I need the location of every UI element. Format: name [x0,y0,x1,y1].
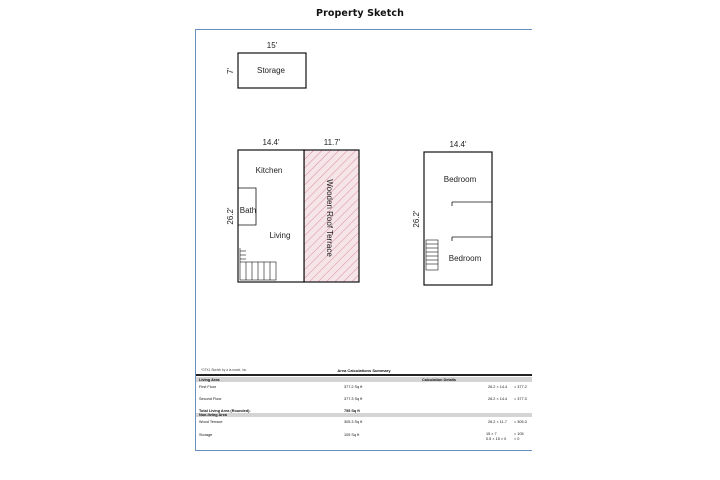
first-floor-dim-side: 26.2' [226,207,235,225]
total-living-area-label: Total Living Area (Rounded): [199,409,251,413]
row-wood-terrace-eq: = 305.3 [514,420,527,424]
first-floor-dim-top-right: 11.7' [323,138,341,147]
row-storage-area: 105 Sq ft [344,433,360,437]
second-floor-dim-top: 14.4' [449,140,467,149]
row-storage-name: Storage [199,433,213,437]
row-wood-terrace-area: 305.3 Sq ft [344,420,363,424]
row-second-floor-calc: 26.2 × 14.4 [488,397,508,401]
terrace-label: Wooden Roof Terrace [325,179,334,257]
summary-title: Area Calculations Summary [337,368,391,373]
row-first-floor-calc: 26.2 × 14.4 [488,385,508,389]
non-living-area-band [196,413,532,417]
storage-dim-top: 15' [266,41,278,50]
row-wood-terrace-calc: 26.2 × 11.7 [488,420,507,424]
total-living-area-value: 755 Sq ft [344,409,360,413]
room-label-bedroom-1: Bedroom [443,175,477,184]
floor-plan-drawing [196,30,532,366]
row-first-floor-area: 377.2 Sq ft [344,385,363,389]
storage-dim-side: 7' [226,68,235,74]
second-floor-outline [424,152,492,285]
sketch-credit-note: *GTKL Sketch by a la mode, inc. [201,368,247,372]
room-label-bedroom-2: Bedroom [448,254,482,263]
living-area-band [196,377,532,382]
row-second-floor-name: Second Floor [199,397,222,401]
row-storage-eq-2: = 0 [514,437,520,441]
row-storage-calc-2: 0.5 × 15 × 0 [486,437,507,441]
living-area-header: Living Area [199,377,220,382]
room-label-kitchen: Kitchen [255,166,283,175]
summary-rule [196,374,532,376]
row-first-floor-eq: = 377.2 [514,385,527,389]
sketch-sheet [195,29,532,451]
first-floor-dim-top-left: 14.4' [262,138,280,147]
row-storage-calc: 15 × 7 [486,432,497,436]
page-title: Property Sketch [316,8,404,19]
area-calculations-summary [196,366,532,450]
row-second-floor-eq: = 377.3 [514,397,527,401]
row-storage-eq: = 105 [514,432,524,436]
storage-label: Storage [256,66,286,75]
row-first-floor-name: First Floor [199,385,217,389]
room-label-living: Living [269,231,291,240]
row-second-floor-area: 377.3 Sq ft [344,397,363,401]
room-label-bath: Bath [239,206,257,215]
non-living-area-header: Non-living Area [199,413,227,417]
row-wood-terrace-name: Wood Terrace [199,420,223,424]
second-floor-dim-side: 26.2' [412,210,421,228]
calc-details-header: Calculation Details [422,377,456,382]
